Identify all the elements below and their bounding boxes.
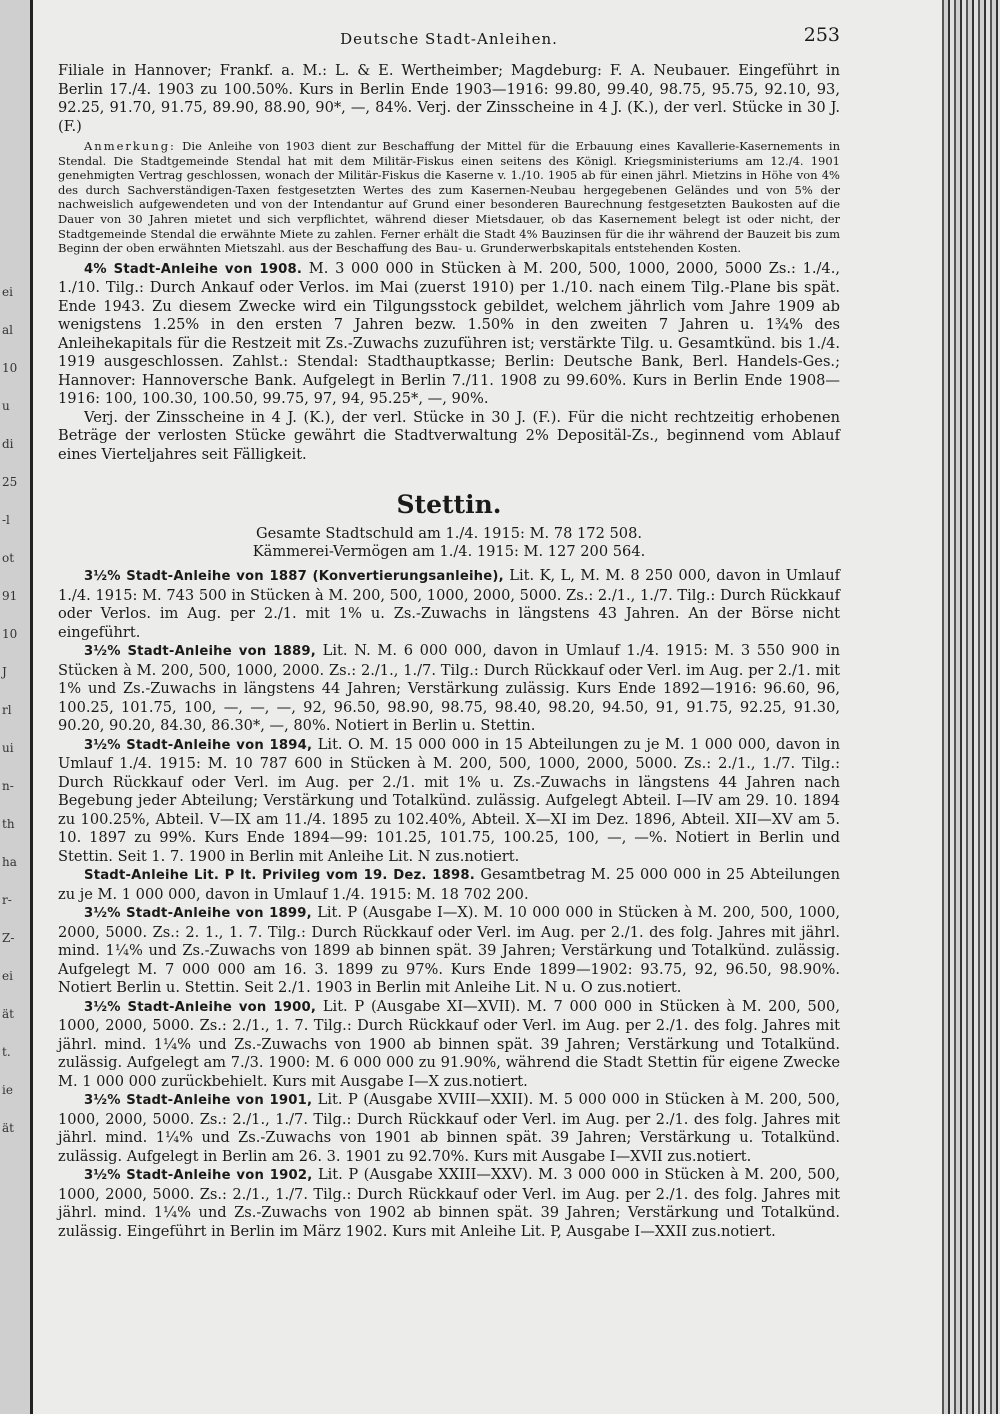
margin-fragment: n- <box>2 779 14 793</box>
loan-heading: 3½% Stadt-Anleihe von 1894, <box>84 737 313 753</box>
loan-text: Lit. N. M. 6 000 000, davon in Umlauf 1./4. 1915: M. 3 550 900 in Stücken à M. 200, 500, 1000, 2000. Zs.: 2./1., 1./7. Tilg.: Durch Rückkauf oder Verl. im Aug. per 2./1. mit 1% und Zs.-Zuwachs in längstens 44 Jahren; Verstärkung zulässig. Kurs Ende 1892—1916: 96.60, 96, 100.25, 101.75, 100, —, —, —, 92, 96.50, 98.90, 98.75, 98.40, 98.20, 94.50, 91, 91.75, 92.25, 91.30, 90.20, 90.20, 84.30, 86.30*, —, 80%. Notiert in Berlin u. Stettin. <box>58 642 840 735</box>
margin-fragment: r- <box>2 893 12 907</box>
margin-fragment: 91 <box>2 589 18 603</box>
loan-text: Gesamtbetrag M. 25 000 000 in 25 Abteilungen zu je M. 1 000 000, davon in Umlauf 1./4. 1915: M. 18 702 200. <box>58 866 840 903</box>
city-assets: Kämmerei-Vermögen am 1./4. 1915: M. 127 200 564. <box>252 543 646 561</box>
margin-fragment: -l <box>2 513 10 527</box>
margin-fragment: ie <box>2 1083 13 1097</box>
margin-fragment: 10 <box>2 627 18 641</box>
margin-fragment: di <box>2 437 14 451</box>
running-header <box>58 22 840 62</box>
loan-1908-heading: 4% Stadt-Anleihe von 1908. <box>84 261 303 277</box>
loan-text: Lit. P (Ausgabe I—X). M. 10 000 000 in Stücken à M. 200, 500, 1000, 2000, 5000. Zs.: 2. 1., 1. 7. Tilg.: Durch Rückkauf oder Verl. im Aug. per 2./1. des folg. Jahres mit jährl. mind. 1¼% und Zs.-Zuwachs von 1899 ab binnen spät. 39 Jahren; Verstärkung und Totalkünd. zulässig. Aufgelegt M. 7 000 000 am 16. 3. 1899 zu 97%. Kurs Ende 1899—1902: 93.75, 92, 96.50, 98.90%. Notiert Berlin u. Stettin. Seit 2./1. 1903 in Berlin mit Anleihe Lit. N u. O zus.notiert. <box>58 904 840 997</box>
note-label: Anmerkung: <box>84 139 176 153</box>
margin-fragment: ot <box>2 551 15 565</box>
loan-heading: 3½% Stadt-Anleihe von 1901, <box>84 1093 313 1109</box>
loan-text: Lit. O. M. 15 000 000 in 15 Abteilungen zu je M. 1 000 000, davon in Umlauf 1./4. 1915: M. 10 787 600 in Stücken à M. 200, 500, 1000, 2000, 5000. Zs.: 2./1., 1./7. Tilg.: Durch Rückkauf oder Verl. im Aug. per 2./1. mit 1% u. Zs.-Zuwachs in längstens 44 Jahren nach Begebung jeder Abteilung; Verstärkung und Totalkünd. zulässig. Aufgelegt Abteil. I—IV am 29. 10. 1894 zu 100.25%, Abteil. V—IX am 11./4. 1895 zu 102.40%, Abteil. X—XI im Dez. 1896, Abteil. XII—XV am 5. 10. 1897 zu 99%. Kurs Ende 1894—99: 101.25, 101.75, 100.25, 100, —, —%. Notiert in Berlin und Stettin. Seit 1. 7. 1900 in Berlin mit Anleihe Lit. N zus.notiert. <box>58 735 840 865</box>
loan-text: Lit. P (Ausgabe XXIII—XXV). M. 3 000 000 in Stücken à M. 200, 500, 1000, 2000, 5000. Zs.: 2./1., 1./7. Tilg.: Durch Rückkauf oder Verl. im Aug. per 2./1. des folg. Jahres mit jährl. mind. 1¼% und Zs.-Zuwachs von 1902 ab binnen spät. 39 Jahren; Verstärkung und Totalkünd. zulässig. Eingeführt in Berlin im März 1902. Kurs mit Anleihe Lit. P, Ausgabe I—XXII zus.notiert. <box>58 1166 840 1240</box>
loan-1908-paragraph <box>58 260 840 409</box>
margin-fragment: ät <box>2 1121 14 1135</box>
loan-entry <box>58 642 840 736</box>
annotation-note <box>58 139 840 256</box>
loan-entry <box>58 904 840 998</box>
margin-fragment: ui <box>2 741 14 755</box>
loan-1908-text: M. 3 000 000 in Stücken à M. 200, 500, 1000, 2000, 5000 Zs.: 1./4., 1./10. Tilg.: Durch Ankauf oder Verlos. im Mai (zuerst 1910) per 1./10. nach einem Tilg.-Plane bis spät. Ende 1943. Zu diesem Zwecke wird ein Tilgungsstock gebildet, welchem jährlich vom Jahre 1909 ab wenigstens 1.25% in den ersten 7 Jahren bezw. 1.50% in den zweiten 7 Jahren u. 1¾% des Anleihekapitals für die Restzeit mit Zs.-Zuwachs zuzuführen ist; verstärkte Tilg. u. Gesamtkünd. bis 1./4. 1919 ausgeschlossen. Zahlst.: Stendal: Stadthauptkasse; Berlin: Deutsche Bank, Berl. Handels-Ges.; Hannover: Hannoversche Bank. Aufgelegt in Berlin 7./11. 1908 zu 99.60%. Kurs in Berlin Ende 1908—1916: 100, 100.30, 100.50, 99.75, 97, 94, 95.25*, —, 90%. <box>58 259 840 408</box>
loan-entry <box>58 567 840 642</box>
margin-fragment: th <box>2 817 15 831</box>
loan-list <box>58 567 840 1241</box>
margin-fragment: t. <box>2 1045 11 1059</box>
loan-text: Lit. P (Ausgabe XI—XVII). M. 7 000 000 in Stücken à M. 200, 500, 1000, 2000, 5000. Zs.: 2./1., 1. 7. Tilg.: Durch Rückkauf oder Verl. im Aug. per 2./1. des folg. Jahres mit jährl. mind. 1¼% und Zs.-Zuwachs von 1900 ab binnen spät. 39 Jahren; Verstärkung und Totalkünd. zulässig. Aufgelegt am 7./3. 1900: M. 6 000 000 zu 91.90%, während die Stadt Stettin für eigene Zwecke M. 1 000 000 zurückbehielt. Kurs mit Ausgabe I—X zus.notiert. <box>58 997 840 1090</box>
note-text: Die Anleihe von 1903 dient zur Beschaffung der Mittel für die Erbauung eines Kavallerie-Kasernements in Stendal. Die Stadtgemeinde Stendal hat mit dem Militär-Fiskus einen seitens des Königl. Kriegsministeriums am 12./4. 1901 genehmigten Vertrag geschlossen, wonach der Militär-Fiskus die Kaserne v. 1./10. 1905 ab für einen jährl. Mietzins in Höhe von 4% des durch Sachverständigen-Taxen festgesetzten Wertes des zum Kasernen-Neubau hergegebenen Geländes und von 5% der nachweislich aufgewendeten und von der Intendantur auf Grund einer besonderen Baurechnung festgesetzten Baukosten auf die Dauer von 30 Jahren mietet und sich verpflichtet, während dieser Mietsdauer, ob das Kasernement belegt ist oder nicht, der Stadtgemeinde Stendal die erwähnte Miete zu zahlen. Ferner erhält die Stadt 4% Bauzinsen für die ihr während der Bauzeit bis zum Beginn der oben erwähnten Mietszahl. aus der Beschaffung des Bau- u. Grunderwerbskapitals entstehenden Kosten. <box>58 139 840 256</box>
city-debt: Gesamte Stadtschuld am 1./4. 1915: M. 78 172 508. <box>255 525 643 543</box>
loan-text: Lit. P (Ausgabe XVIII—XXII). M. 5 000 000 in Stücken à M. 200, 500, 1000, 2000, 5000. Zs.: 2./1., 1./7. Tilg.: Durch Rückkauf oder Verl. im Aug. per 2./1. des folg. Jahres mit jährl. mind. 1¼% und Zs.-Zuwachs von 1901 ab binnen spät. 39 Jahren; Verstärkung u. Totalkünd. zulässig. Aufgelegt in Berlin am 26. 3. 1901 zu 92.70%. Kurs mit Ausgabe I—XVII zus.notiert. <box>58 1091 840 1165</box>
loan-entry <box>58 736 840 867</box>
margin-fragment: ät <box>2 1007 14 1021</box>
page-content <box>58 22 840 1241</box>
loan-entry <box>58 866 840 904</box>
running-title: Deutsche Stadt-Anleihen. <box>340 30 558 48</box>
book-page-edges <box>942 0 1000 1414</box>
loan-heading: 3½% Stadt-Anleihe von 1902, <box>84 1168 313 1184</box>
city-heading: Stettin. <box>396 490 502 520</box>
loan-entry <box>58 1166 840 1241</box>
loan-heading: 3½% Stadt-Anleihe von 1899, <box>84 906 312 922</box>
loan-heading: 3½% Stadt-Anleihe von 1889, <box>84 644 316 660</box>
margin-fragment: 10 <box>2 361 18 375</box>
margin-fragment: ha <box>2 855 17 869</box>
loan-heading: Stadt-Anleihe Lit. P lt. Privileg vom 19. Dez. 1898. <box>84 868 475 884</box>
margin-fragment: al <box>2 323 13 337</box>
loan-1908-verj: Verj. der Zinsscheine in 4 J. (K.), der verl. Stücke in 30 J. (F.). Für die nicht rechtzeitig erhobenen Beträge der verlosten Stücke gewährt die Stadtverwaltung 2% Depositäl-Zs., beginnend vom Ablauf eines Vierteljahres seit Fälligkeit. <box>58 408 840 463</box>
adjacent-page-strip <box>0 0 33 1414</box>
page-number: 253 <box>803 24 840 46</box>
margin-fragment: u <box>2 399 10 413</box>
margin-fragment: Z- <box>2 931 15 945</box>
loan-heading: 3½% Stadt-Anleihe von 1887 (Konvertierungsanleihe), <box>84 569 504 585</box>
margin-fragment: ei <box>2 285 13 299</box>
margin-fragment: rl <box>2 703 12 717</box>
loan-heading: 3½% Stadt-Anleihe von 1900, <box>84 999 317 1015</box>
margin-fragment: 25 <box>2 475 18 489</box>
loan-entry <box>58 998 840 1092</box>
loan-entry <box>58 1091 840 1166</box>
intro-paragraph: Filiale in Hannover; Frankf. a. M.: L. & E. Wertheimber; Magdeburg: F. A. Neubauer. Eingeführt in Berlin 17./4. 1903 zu 100.50%. Kurs in Berlin Ende 1903—1916: 99.80, 99.40, 98.75, 95.75, 92.10, 93, 92.25, 91.70, 91.75, 89.90, 88.90, 90*, —, 84%. Verj. der Zinsscheine in 4 J. (K.), der verl. Stücke in 30 J. (F.) <box>58 62 840 135</box>
margin-fragment: ei <box>2 969 13 983</box>
loan-text: Lit. K, L, M. M. 8 250 000, davon in Umlauf 1./4. 1915: M. 743 500 in Stücken à M. 200, 500, 1000, 2000, 5000. Zs.: 2./1., 1./7. Tilg.: Durch Rückkauf oder Verlos. im Aug. per 2./1. mit 1% u. Zs.-Zuwachs in längstens 43 Jahren. An der Börse nicht eingeführt. <box>58 567 841 641</box>
margin-fragment: J <box>2 665 7 679</box>
